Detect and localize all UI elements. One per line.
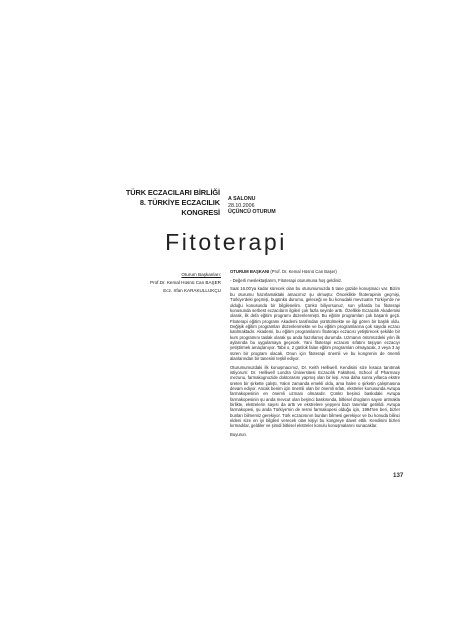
chair-name: Ecz. Irfan KARAKULLUKÇU	[163, 288, 221, 294]
chairs-column	[112, 271, 221, 296]
paragraph: Oturumumuzdaki ilk konuşmacımız, Dr. Keith Helliwell. Kendisini size kısaca tanıtmak istiyorum: Dr. Helliwell Londra Üniversitesi Eczacılık Fakültesi, School of Pharmacy mezunu, farmakognozide doktorasını yapmış olan bir kişi. Ama daha sonra yıllarca ekstre üreten bir şirkette çalıştı. Yakın zamanda emekli oldu, ama halen o şirketin çalışmasına devam ediyor. Ancak benim için önemli olan bir önemli sıfatı, ekstreler konusunda Avrupa farmakopesinin en önemli uzmanı olmasıdır. Çünkü beşinci baskıdaki Avrupa farmakopesinin şu anda mevcut olan beşinci baskısında, bitkisel drogların sayısı artmakla birlikte, ekstrelerin sayısı da arttı ve ekstrelere yepyeni bazı tanımlar getirildi. Avrupa farmakopesi, şu anda Türkiye'nin de resmi farmakopesi olduğu için, 1994'ten beri, bizler bunları bilmemiz gerekiyor. Türk eczacısının bunları bilmesi gerekiyor ve bu konuda bilinci eldeni size en iyi bilgileri verecek olan kişiyi bu kongreye davet ettik. Kendisini bizleri kırmadılar, geldiler ve şimdi bitkisel ekstreler konulu konuşmalarını sunacaklar.	[230, 364, 400, 429]
chair-name: Prof.Dr. Kemal Hüsnü Can BAŞER	[150, 280, 221, 286]
org-line: TÜRK ECZACILARI BİRLİĞİ	[125, 188, 220, 197]
speaker-name: (Prof. Dr. Kemal Hüsnü Can Başer)	[270, 269, 337, 274]
paragraph: Buyurun.	[230, 432, 248, 438]
hall-label: A SALONU	[228, 196, 256, 202]
page-title: Fitoterapi	[165, 229, 287, 255]
page-number: 137	[393, 472, 404, 479]
session-date: 28.10.2006	[228, 202, 255, 209]
session-info	[228, 196, 348, 216]
paragraph: - Değerli meslektaşlarım, Fitoterapi oturumuna hoş geldiniz.	[230, 277, 343, 283]
organization-title	[60, 188, 220, 218]
paragraph: Saat 16.00'ya kadar sürecek olan bu oturumumuzda 5 tane güzide konuşmacı var. Bizim bu oturumu hazırlamaktaki amacımız şu olmuştu: Önceklikle fitoterapinin geçmişi, Türkiye'deki geçmişi, bugünkü durumu, geleceği ve bu konudaki mevzuatın Türkiye'de ne olduğu konusunda bir bilgilenelim. Çünkü biliyorsunuz, son yıllarda bu fitoterapi konusunda serbest eczacıların ilgileri çok fazla seyirde arttı. Özellikle Eczacılık Akademisi olarak, ilk defa eğitim programı düzenlenmişti. Bu eğitim programları çok başarılı geçti. Fitoterapi eğitim programı Akademi tarafından yürütülmekte ve ilgi gören bir başlık oldu. Değişik eğitim programları düzenlenmekte ve bu eğitim programlarına çok sayıda eczacı katılmaktadır. Akademi, bu eğitim programlarını fitoterapi eczacısı yetiştirecek şekilde bir kurs programını taslak olarak şu anda hazırlamış durumda. Uzmanın önümüzdeki yılın ilk aylarında bu uygulamaya geçecek. Yani fitoterapi eczacısı sıfatını taşıyan eczacıyı yetiştirmek amaçlanıyor. Tabii o, 2 günlük falan eğitim programları olmayacak, 2 veya 3 ay süren bir program olacak. Onun için fitoterapi önemli ve bu kongrenin de önemli alanlarından bir tanesini teşkil ediyor.	[230, 286, 400, 361]
body-text	[230, 269, 400, 441]
speaker-line	[230, 269, 400, 274]
session-label: ÜÇÜNCÜ OTURUM	[228, 209, 276, 216]
org-line: 8. TÜRKİYE ECZACILIK	[139, 198, 220, 207]
org-line: KONGRESİ	[181, 208, 220, 217]
chairs-heading: Oturum Başkanları:	[181, 272, 221, 277]
speaker-label: OTURUM BAŞKANI	[230, 269, 270, 274]
